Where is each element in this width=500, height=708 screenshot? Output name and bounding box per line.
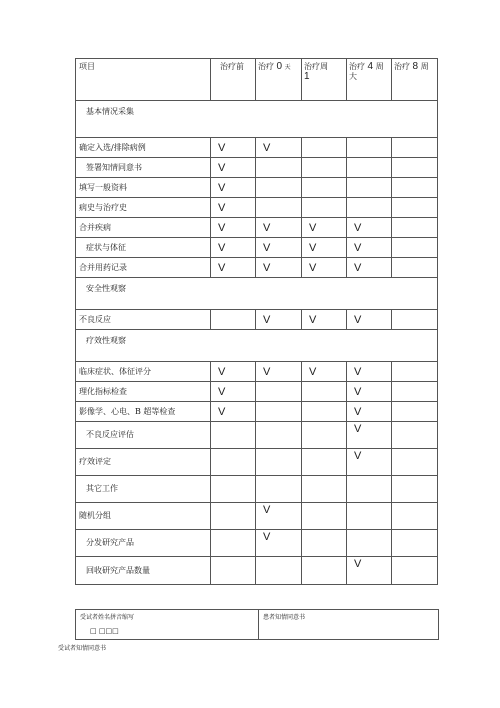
section-safety: 安全性观察: [76, 278, 438, 310]
row-label: 回收研究产品数量: [76, 557, 211, 585]
empty-cell: [347, 158, 392, 178]
check-mark: V: [211, 198, 256, 218]
empty-cell: [392, 449, 438, 476]
table-row: [76, 178, 438, 198]
check-mark: V: [347, 362, 392, 382]
empty-cell: [347, 476, 392, 503]
empty-cell: [392, 362, 438, 382]
check-mark: V: [302, 362, 347, 382]
check-mark: V: [347, 402, 392, 422]
empty-cell: [256, 402, 302, 422]
row-label: 其它工作: [76, 476, 211, 503]
empty-cell: [347, 503, 392, 530]
check-mark: V: [211, 158, 256, 178]
row-label: 签署知情同意书: [76, 158, 211, 178]
row-label: 分发研究产品: [76, 530, 211, 557]
table-row: [76, 402, 438, 422]
footer-title: 受试者知情同意书: [58, 645, 107, 652]
table-row: [76, 310, 438, 330]
check-mark: V: [256, 530, 302, 557]
row-label: 合并用药记录: [76, 258, 211, 278]
table-row: [76, 530, 438, 557]
check-mark: V: [256, 138, 302, 158]
table-row: [76, 449, 438, 476]
empty-cell: [392, 382, 438, 402]
table-row: [76, 422, 438, 449]
check-mark: V: [211, 218, 256, 238]
check-mark: V: [211, 238, 256, 258]
signature-row: [76, 610, 439, 640]
empty-cell: [392, 218, 438, 238]
table-row: [76, 330, 438, 362]
initials-boxes: □ □□□: [90, 627, 119, 635]
row-label: 临床症状、体征评分: [76, 362, 211, 382]
empty-cell: [392, 178, 438, 198]
check-mark: V: [256, 310, 302, 330]
table-row: [76, 238, 438, 258]
header-week8: 治疗 8 周: [392, 59, 438, 101]
visit-schedule-table: [75, 58, 438, 585]
empty-cell: [256, 198, 302, 218]
table-row: [76, 503, 438, 530]
empty-cell: [392, 503, 438, 530]
empty-cell: [256, 422, 302, 449]
empty-cell: [211, 530, 256, 557]
check-mark: V: [211, 138, 256, 158]
empty-cell: [347, 178, 392, 198]
empty-cell: [211, 476, 256, 503]
empty-cell: [392, 422, 438, 449]
empty-cell: [392, 310, 438, 330]
table-row: [76, 476, 438, 503]
empty-cell: [256, 382, 302, 402]
empty-cell: [211, 503, 256, 530]
row-label: 随机分组: [76, 503, 211, 530]
empty-cell: [302, 422, 347, 449]
empty-cell: [302, 138, 347, 158]
header-week4: 治疗 4 周 大: [347, 59, 392, 101]
signature-table: [75, 609, 439, 640]
table-row: [76, 158, 438, 178]
empty-cell: [392, 476, 438, 503]
check-mark: V: [347, 422, 392, 449]
empty-cell: [392, 402, 438, 422]
table-row: [76, 258, 438, 278]
empty-cell: [302, 158, 347, 178]
table-row: [76, 382, 438, 402]
check-mark: V: [302, 238, 347, 258]
check-mark: V: [347, 238, 392, 258]
consent-label: 患者知情同意书: [263, 614, 306, 621]
row-label: 影像学、心电、B 超等检查: [76, 402, 211, 422]
row-label: 不良反应评估: [76, 422, 211, 449]
check-mark: V: [211, 178, 256, 198]
section-efficacy: 疗效性观察: [76, 330, 438, 362]
row-label: 不良反应: [76, 310, 211, 330]
check-mark: V: [302, 218, 347, 238]
empty-cell: [211, 557, 256, 585]
row-label: 疗效评定: [76, 449, 211, 476]
check-mark: V: [302, 258, 347, 278]
empty-cell: [256, 449, 302, 476]
consent-cell: [259, 610, 439, 640]
check-mark: V: [211, 382, 256, 402]
check-mark: V: [347, 382, 392, 402]
empty-cell: [392, 258, 438, 278]
empty-cell: [302, 449, 347, 476]
check-mark: V: [211, 258, 256, 278]
table-row: [76, 278, 438, 310]
row-label: 症状与体征: [76, 238, 211, 258]
header-row: [76, 59, 438, 101]
empty-cell: [347, 530, 392, 557]
check-mark: V: [256, 238, 302, 258]
subject-initials-label: 受试者姓名拼音缩写: [80, 614, 135, 621]
header-item: 项目: [76, 59, 211, 101]
check-mark: V: [347, 258, 392, 278]
table-row: [76, 198, 438, 218]
empty-cell: [256, 557, 302, 585]
empty-cell: [392, 530, 438, 557]
section-basic-info: 基本情况采集: [76, 101, 438, 138]
row-label: 合并疾病: [76, 218, 211, 238]
header-pre-treatment: 治疗前: [211, 59, 256, 101]
header-week1: 治疗周 1: [302, 59, 347, 101]
check-mark: V: [347, 449, 392, 476]
empty-cell: [302, 476, 347, 503]
empty-cell: [392, 238, 438, 258]
empty-cell: [211, 449, 256, 476]
empty-cell: [211, 422, 256, 449]
check-mark: V: [256, 258, 302, 278]
table-row: [76, 138, 438, 158]
check-mark: V: [302, 310, 347, 330]
empty-cell: [302, 198, 347, 218]
empty-cell: [256, 178, 302, 198]
table-row: [76, 218, 438, 238]
empty-cell: [347, 138, 392, 158]
empty-cell: [302, 402, 347, 422]
subject-initials-cell: [76, 610, 259, 640]
empty-cell: [302, 382, 347, 402]
check-mark: V: [211, 402, 256, 422]
empty-cell: [392, 198, 438, 218]
check-mark: V: [211, 362, 256, 382]
check-mark: V: [256, 218, 302, 238]
check-mark: V: [256, 503, 302, 530]
empty-cell: [392, 138, 438, 158]
empty-cell: [392, 557, 438, 585]
empty-cell: [302, 178, 347, 198]
row-label: 理化指标检查: [76, 382, 211, 402]
table-row: [76, 101, 438, 138]
empty-cell: [256, 158, 302, 178]
check-mark: V: [347, 310, 392, 330]
empty-cell: [392, 158, 438, 178]
check-mark: V: [347, 218, 392, 238]
row-label: 填写一般资料: [76, 178, 211, 198]
empty-cell: [302, 503, 347, 530]
row-label: 病史与治疗史: [76, 198, 211, 218]
empty-cell: [302, 530, 347, 557]
check-mark: V: [347, 557, 392, 585]
empty-cell: [256, 476, 302, 503]
table-row: [76, 557, 438, 585]
table-row: [76, 362, 438, 382]
header-day0: 治疗 0 天: [256, 59, 302, 101]
empty-cell: [347, 198, 392, 218]
row-label: 确定入选/排除病例: [76, 138, 211, 158]
empty-cell: [302, 557, 347, 585]
empty-cell: [211, 310, 256, 330]
check-mark: V: [256, 362, 302, 382]
